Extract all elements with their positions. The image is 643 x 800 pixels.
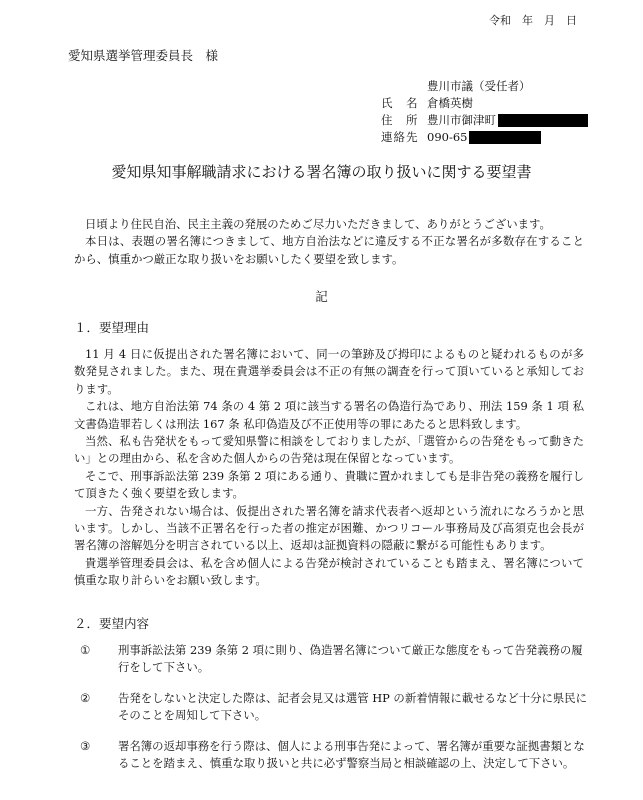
item-number: ① (80, 643, 91, 657)
item-number: ③ (80, 739, 91, 753)
item-text: 署名簿の返却事務を行う際は、個人による刑事告発によって、署名簿が重要な証拠書類となることを踏まえ、慎重な取り扱いと共に必ず警察当局と相談確認の上、決定して下さい。 (118, 739, 585, 771)
sender-contact-value: 090-65 (427, 130, 468, 144)
date-line: 令和 年 月 日 (489, 14, 577, 27)
sender-address-value: 豊川市御津町 (427, 113, 496, 127)
redaction-bar (469, 131, 541, 144)
sender-contact-label: 連絡先 (381, 130, 419, 144)
reason-paragraph: そこで、刑事訴訟法第 239 条第 2 項にある通り、貴職に置かれましても是非告発の義務を履行して頂きたく強く要望を致します。 (74, 468, 584, 501)
section1-heading: １．要望理由 (74, 320, 150, 335)
intro-text (74, 216, 584, 268)
sender-block (381, 78, 588, 146)
sender-address-label: 住 所 (381, 113, 419, 127)
sender-address-row (381, 112, 588, 129)
reason-paragraph: 当然、私も告発状をもって愛知県警に相談をしておりましたが、「選管からの告発をもって動きたい」との理由から、私を含めた個人からの告発は現在保留となっています。 (74, 434, 584, 466)
intro-paragraph: 日頃より住民自治、民主主義の発展のためご尽力いただきまして、ありがとうございます。 (85, 217, 551, 231)
reason-paragraph: 一方、告発されない場合は、仮提出された署名簿を請求代表者へ返却という流れになろうかと思います。しかし、当該不正署名を行った者の推定が困難、かつリコール事務局及び高須克也会長が署名簿の溶解処分を明言されている以上、返却は証拠資料の隠蔽に繋がる可能性もあります。 (74, 503, 584, 553)
item-text: 刑事訴訟法第 239 条第 2 項に則り、偽造署名簿について厳正な態度をもって告発義務の履行をして下さい。 (118, 643, 583, 675)
document-title: 愛知県知事解職請求における署名簿の取り扱いに関する要望書 (111, 163, 532, 181)
sender-name-row (381, 95, 588, 112)
intro-paragraph: 本日は、表題の署名簿につきまして、地方自治法などに違反する不正な署名が多数存在することから、慎重かつ厳正な取り扱いをお願いしたく要望を致します。 (74, 234, 584, 266)
request-item (74, 642, 594, 677)
ki-marker: 記 (315, 289, 328, 304)
item-number: ② (80, 691, 91, 705)
section2-heading: ２．要望内容 (74, 616, 150, 631)
redaction-bar (498, 114, 588, 127)
sender-name-label: 氏 名 (381, 96, 419, 110)
addressee: 愛知県選挙管理委員長 様 (68, 48, 219, 63)
reason-paragraph: 11 月 4 日に仮提出された署名簿において、同一の筆跡及び拇印によるものと疑われるものが多数発見されました。また、現在貴選挙委員会は不正の有無の調査を行って頂いていると承知しております。 (74, 347, 584, 396)
reason-paragraph: これは、地方自治法第 74 条の 4 第 2 項に該当する署名の偽造行為であり、刑法 159 条 1 項 私文書偽造罪若しくは刑法 167 条 私印偽造及び不正使用等の罪にあたると思料致します。 (74, 399, 584, 431)
request-item (74, 690, 594, 725)
request-item (74, 738, 594, 773)
sender-contact-row (381, 129, 588, 146)
item-text: 告発をしないと決定した際は、記者会見又は選管 HP の新着情報に載せるなど十分に県民にそのことを周知して下さい。 (118, 691, 588, 723)
sender-name-value: 倉橋英樹 (427, 96, 473, 110)
section1-body (74, 346, 584, 590)
reason-paragraph: 貴選挙管理委員会は、私を含め個人による告発が検討されていることも踏まえ、署名簿について慎重な取り計らいをお願い致します。 (74, 555, 584, 588)
sender-role: 豊川市議（受任者） (427, 79, 531, 93)
